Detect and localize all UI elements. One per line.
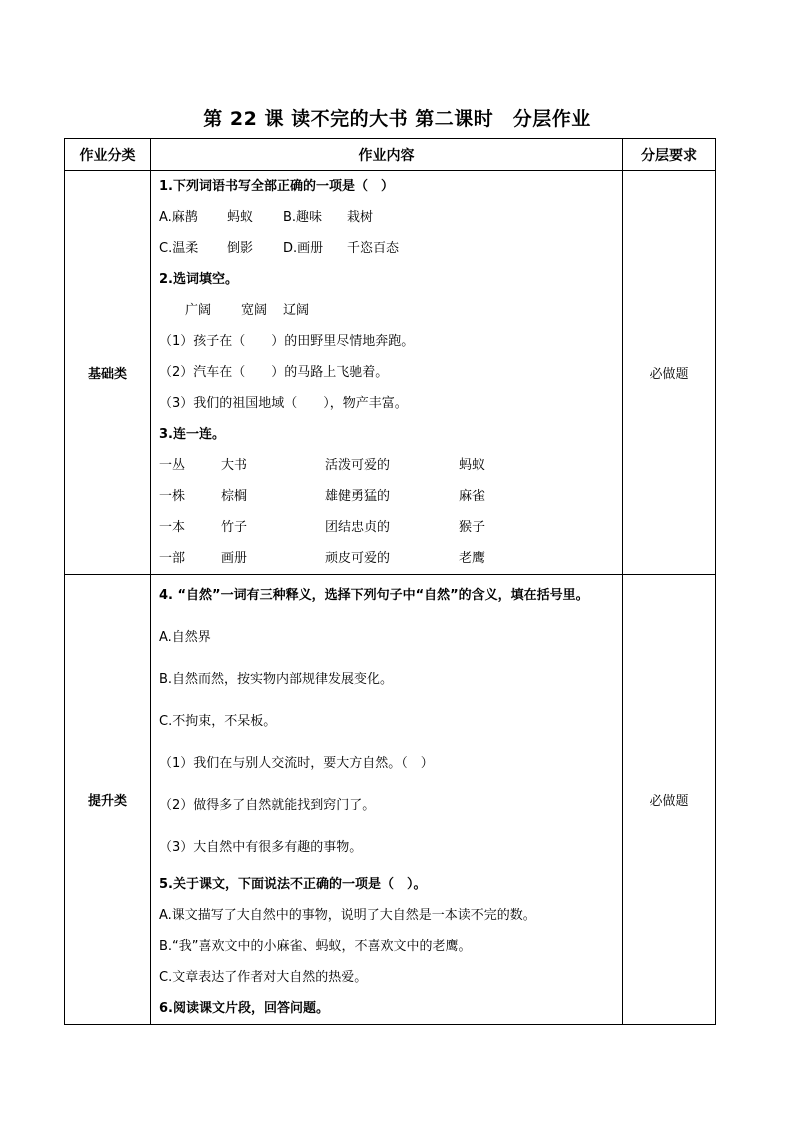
option-text: A.麻鹊 — [159, 210, 198, 225]
match-measure-word: 一本 — [159, 520, 186, 535]
option-text: 栽树 — [347, 210, 374, 225]
question-2-item-2: （2）汽车在（ ）的马路上飞驰着。 — [159, 365, 389, 380]
question-4-item-1: （1）我们在与别人交流时，要大方自然。（ ） — [159, 756, 434, 771]
question-4-option-b: B.自然而然，按实物内部规律发展变化。 — [159, 672, 394, 687]
question-1-options-row-2 — [159, 233, 622, 264]
question-4-option-c: C.不拘束，不呆板。 — [159, 714, 277, 729]
content-cell-advanced — [151, 575, 623, 1025]
question-3-stem: 3.连一连。 — [159, 427, 225, 442]
question-2-item-1: （1）孩子在（ ）的田野里尽情地奔跑。 — [159, 334, 415, 349]
match-adjective: 团结忠贞的 — [325, 520, 391, 535]
page-title: 第 22 课 读不完的大书 第二课时 分层作业 — [203, 108, 591, 130]
question-4-item-3: （3）大自然中有很多有趣的事物。 — [159, 840, 363, 855]
requirement-cell: 必做题 — [623, 575, 716, 1025]
option-text: B.趣味 — [283, 210, 323, 225]
question-1-stem: 1.下列词语书写全部正确的一项是（ ） — [159, 179, 394, 194]
header-content: 作业内容 — [151, 139, 623, 171]
header-requirement: 分层要求 — [623, 139, 716, 171]
match-row-1 — [159, 450, 622, 481]
match-adjective: 活泼可爱的 — [325, 458, 391, 473]
question-4-option-a: A.自然界 — [159, 630, 211, 645]
match-measure-word: 一部 — [159, 551, 186, 566]
word-option: 广阔 — [185, 303, 212, 318]
word-option: 辽阔 — [283, 303, 310, 318]
match-measure-word: 一丛 — [159, 458, 186, 473]
option-text: 倒影 — [227, 241, 254, 256]
match-animal: 麻雀 — [459, 489, 486, 504]
question-5-stem: 5.关于课文，下面说法不正确的一项是（ ）。 — [159, 877, 427, 892]
question-5-option-b: B.“我”喜欢文中的小麻雀、蚂蚁，不喜欢文中的老鹰。 — [159, 939, 472, 954]
header-category: 作业分类 — [65, 139, 151, 171]
homework-table — [64, 138, 716, 1025]
requirement-cell: 必做题 — [623, 171, 716, 575]
table-row-basic — [65, 171, 716, 575]
question-2-stem: 2.选词填空。 — [159, 272, 238, 287]
option-text: C.温柔 — [159, 241, 199, 256]
question-5-option-a: A.课文描写了大自然中的事物，说明了大自然是一本读不完的数。 — [159, 908, 536, 923]
table-row-advanced — [65, 575, 716, 1025]
question-1-options-row-1 — [159, 202, 622, 233]
question-2-item-3: （3）我们的祖国地域（ ），物产丰富。 — [159, 396, 408, 411]
match-noun: 棕榈 — [221, 489, 248, 504]
content-cell-basic — [151, 171, 623, 575]
word-option: 宽阔 — [241, 303, 268, 318]
option-text: 千恣百态 — [347, 241, 400, 256]
match-adjective: 顽皮可爱的 — [325, 551, 391, 566]
question-4-stem: 4. “自然”一词有三种释义，选择下列句子中“自然”的含义，填在括号里。 — [159, 588, 589, 603]
question-4-item-2: （2）做得多了自然就能找到窍门了。 — [159, 798, 376, 813]
match-animal: 猴子 — [459, 520, 486, 535]
category-cell: 基础类 — [65, 171, 151, 575]
match-row-3 — [159, 512, 622, 543]
match-row-2 — [159, 481, 622, 512]
match-row-4 — [159, 543, 622, 574]
header-row — [65, 139, 716, 171]
match-noun: 大书 — [221, 458, 248, 473]
match-measure-word: 一株 — [159, 489, 186, 504]
question-2-word-bank — [159, 295, 622, 326]
match-animal: 蚂蚁 — [459, 458, 486, 473]
match-animal: 老鹰 — [459, 551, 486, 566]
option-text: 蚂蚁 — [227, 210, 254, 225]
option-text: D.画册 — [283, 241, 324, 256]
question-6-stem: 6.阅读课文片段，回答问题。 — [159, 1001, 329, 1016]
match-noun: 画册 — [221, 551, 248, 566]
category-cell: 提升类 — [65, 575, 151, 1025]
question-5-option-c: C.文章表达了作者对大自然的热爱。 — [159, 970, 368, 985]
match-noun: 竹子 — [221, 520, 248, 535]
match-adjective: 雄健勇猛的 — [325, 489, 391, 504]
